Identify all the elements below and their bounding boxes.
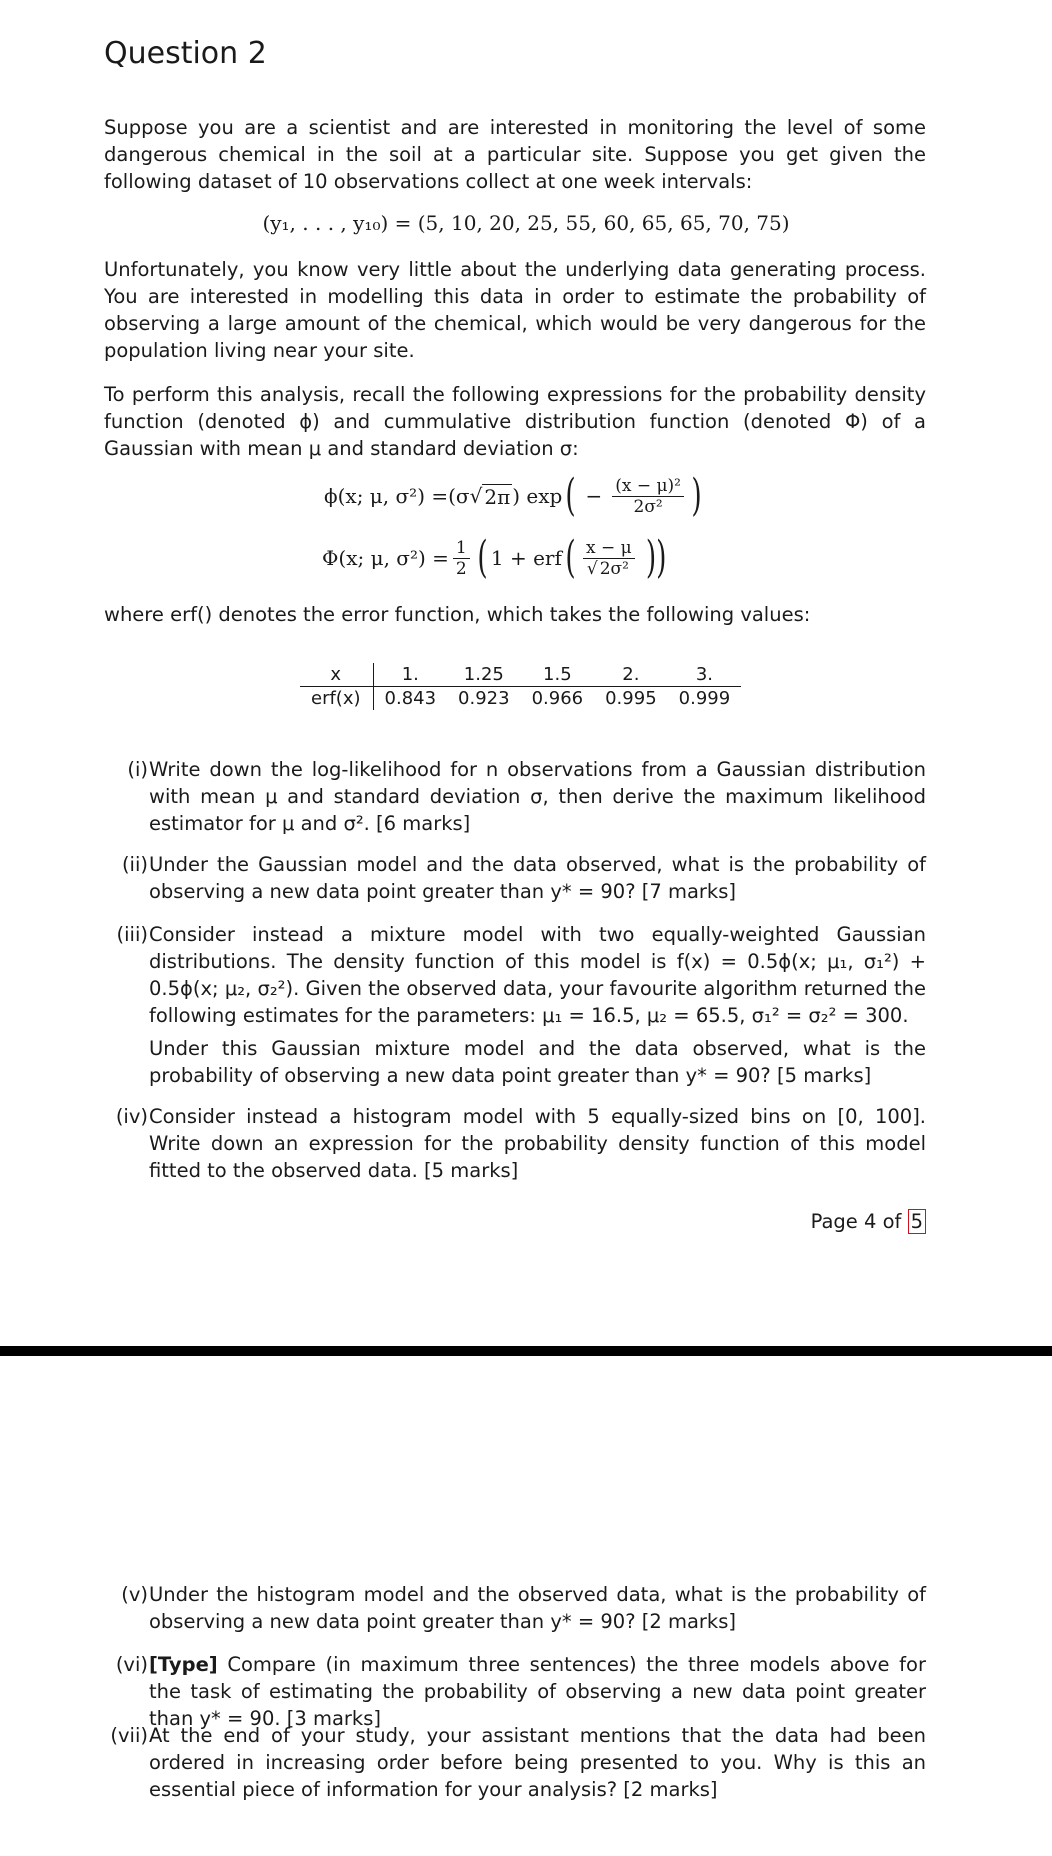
page-divider xyxy=(0,1346,1052,1356)
erf-y-cell: 0.843 xyxy=(384,688,437,709)
pdf-sqrt: 2π xyxy=(484,484,511,509)
question-title: Question 2 xyxy=(104,36,267,71)
page-total-link[interactable]: 5 xyxy=(908,1209,926,1234)
pdf-prefactor: (σ xyxy=(448,484,470,508)
erf-y-cell: 0.966 xyxy=(531,688,584,709)
cdf-lhs: Φ(x; μ, σ²) = xyxy=(322,546,449,570)
erf-y-cell: 0.999 xyxy=(678,688,731,709)
cdf-half: $\frac{1}{2}$ xyxy=(453,538,470,579)
cdf-equation: Φ(x; μ, σ²) = $\frac{1}{2}$ ( 1 + erf ( $\frac{x - \mu}{\text{√ 2σ²}}$ )) xyxy=(322,532,667,583)
pdf-lhs: ϕ(x; μ, σ²) = xyxy=(324,484,449,508)
formula-intro-paragraph: To perform this analysis, recall the following expressions for the probability density function (denoted ϕ) and cummulative distribution function (denoted Φ) of a Gaussian with mean μ and standard deviation σ: xyxy=(104,383,926,460)
intro-paragraph: Suppose you are a scientist and are interested in monitoring the level of some dangerous chemical in the soil at a particular site. Suppose you get given the following dataset of 10 observations collect at one week intervals: xyxy=(104,116,926,193)
cdf-erf: 1 + erf xyxy=(490,546,562,570)
type-tag: [Type] xyxy=(149,1653,218,1676)
erf-x-cell: 2. xyxy=(594,663,668,687)
erf-y-cell: 0.923 xyxy=(458,688,510,709)
pdf-exp: ) exp xyxy=(512,484,563,508)
pdf-minus: − xyxy=(585,484,603,508)
erf-x-cell: 1. xyxy=(373,663,447,687)
pdf-equation: ϕ(x; μ, σ²) = (σ √ 2π ) exp ( − $\frac{\text{(x − μ)²}}{\text{2σ²}}$ ) xyxy=(324,470,702,521)
context-paragraph: Unfortunately, you know very little about the underlying data generating process. You are interested in modelling this data in order to estimate the probability of observing a large amount of the chemical, which would be very dangerous for the population living near your site. xyxy=(104,258,926,362)
page-footer: Page 4 of 5 xyxy=(811,1210,926,1233)
erf-table xyxy=(300,663,741,710)
erf-x-label: x xyxy=(300,663,373,687)
erf-y-cell: 0.995 xyxy=(605,688,657,709)
erf-intro: where erf() denotes the error function, which takes the following values: xyxy=(104,603,811,626)
dataset-equation: (y₁, . . . , y₁₀) = (5, 10, 20, 25, 55, 60, 65, 65, 70, 75) xyxy=(262,211,790,235)
erf-y-label: erf(x) xyxy=(300,687,373,711)
pdf-fraction: $\frac{\text{(x − μ)²}}{\text{2σ²}}$ xyxy=(612,476,684,517)
erf-x-cell: 3. xyxy=(668,663,742,687)
cdf-fraction: $\frac{x - \mu}{\text{√ 2σ²}}$ xyxy=(583,538,635,579)
erf-x-cell: 1.5 xyxy=(521,663,595,687)
erf-x-cell: 1.25 xyxy=(447,663,521,687)
